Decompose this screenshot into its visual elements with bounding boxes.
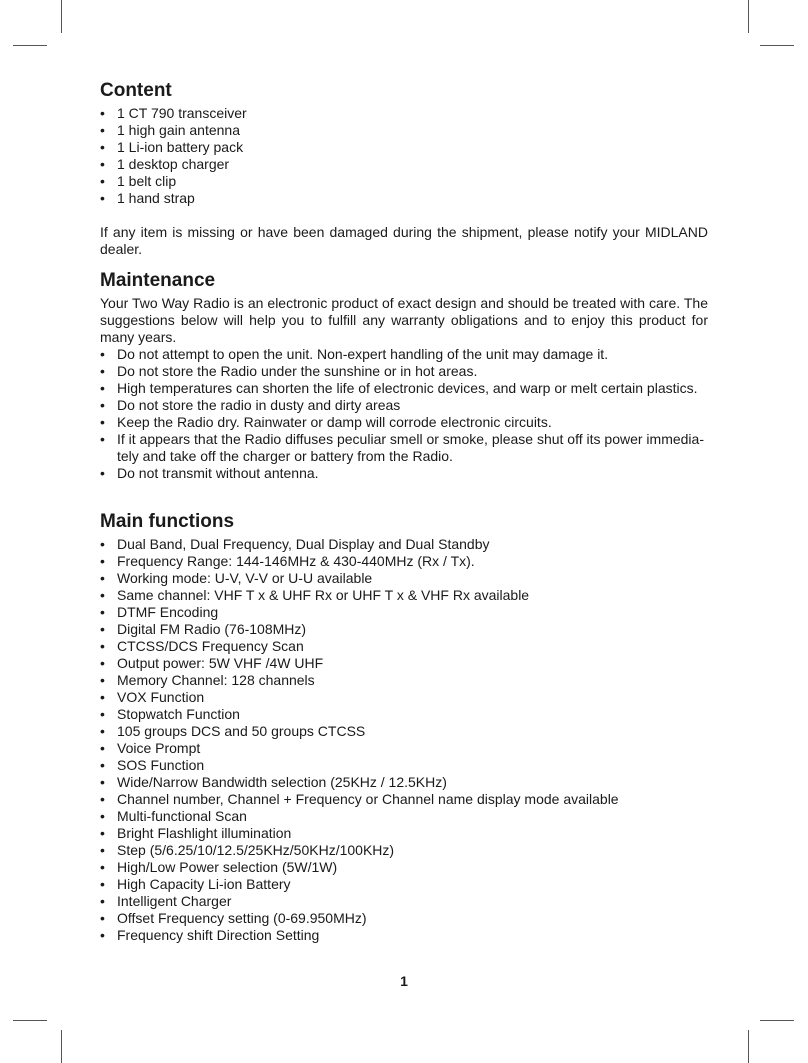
main-functions-list [100, 536, 708, 944]
list-item: • Do not store the radio in dusty and dirty areas [100, 397, 708, 414]
list-item: • Working mode: U-V, V-V or U-U available [100, 570, 708, 587]
crop-mark-bottom-right-horizontal [760, 1020, 794, 1021]
list-item: • Channel number, Channel + Frequency or Channel name display mode available [100, 791, 708, 808]
crop-mark-bottom-right-vertical [748, 1030, 749, 1063]
content-section [100, 79, 708, 258]
list-item: • 105 groups DCS and 50 groups CTCSS [100, 723, 708, 740]
crop-mark-bottom-left-vertical [61, 1030, 62, 1063]
list-item: • 1 hand strap [100, 190, 708, 207]
list-item: • Stopwatch Function [100, 706, 708, 723]
crop-mark-top-right-horizontal [760, 45, 794, 46]
list-item: • Voice Prompt [100, 740, 708, 757]
main-functions-heading: Main functions [100, 511, 235, 532]
content-note: If any item is missing or have been damaged during the shipment, please notify your MIDLAND dealer. [100, 224, 708, 257]
list-item: • If it appears that the Radio diffuses peculiar smell or smoke, please shut off its power immedia-tely and take off the charger or battery from the Radio. [100, 431, 708, 465]
list-item: • Output power: 5W VHF /4W UHF [100, 655, 708, 672]
crop-mark-top-left-vertical [61, 0, 62, 33]
maintenance-heading: Maintenance [100, 270, 216, 291]
list-item: • High/Low Power selection (5W/1W) [100, 859, 708, 876]
list-item: • Same channel: VHF T x & UHF Rx or UHF T x & VHF Rx available [100, 587, 708, 604]
content-heading: Content [100, 80, 172, 101]
list-item: • DTMF Encoding [100, 604, 708, 621]
list-item: • Do not attempt to open the unit. Non-expert handling of the unit may damage it. [100, 346, 708, 363]
list-item: • 1 desktop charger [100, 156, 708, 173]
list-item: • Wide/Narrow Bandwidth selection (25KHz / 12.5KHz) [100, 774, 708, 791]
content-list [100, 105, 708, 207]
list-item: • Digital FM Radio (76-108MHz) [100, 621, 708, 638]
list-item: • Do not store the Radio under the sunshine or in hot areas. [100, 363, 708, 380]
list-item: • SOS Function [100, 757, 708, 774]
list-item: • High temperatures can shorten the life of electronic devices, and warp or melt certain plastics. [100, 380, 708, 397]
list-item: • Step (5/6.25/10/12.5/25KHz/50KHz/100KHz) [100, 842, 708, 859]
crop-mark-top-left-horizontal [13, 45, 47, 46]
list-item: • Do not transmit without antenna. [100, 465, 708, 482]
list-item: • Frequency shift Direction Setting [100, 927, 708, 944]
crop-mark-bottom-left-horizontal [13, 1020, 47, 1021]
list-item: • Bright Flashlight illumination [100, 825, 708, 842]
list-item: • 1 belt clip [100, 173, 708, 190]
list-item: • Frequency Range: 144-146MHz & 430-440MHz (Rx / Tx). [100, 553, 708, 570]
page-number: 1 [400, 973, 408, 989]
list-item: • Intelligent Charger [100, 893, 708, 910]
list-item: • High Capacity Li-ion Battery [100, 876, 708, 893]
crop-mark-top-right-vertical [748, 0, 749, 33]
list-item: • 1 high gain antenna [100, 122, 708, 139]
maintenance-intro: Your Two Way Radio is an electronic product of exact design and should be treated with care. The suggestions below will help you to fulfill any warranty obligations and to enjoy this product for many years. [100, 295, 708, 345]
list-item: • Offset Frequency setting (0-69.950MHz) [100, 910, 708, 927]
maintenance-section [100, 269, 708, 482]
list-item: • Keep the Radio dry. Rainwater or damp will corrode electronic circuits. [100, 414, 708, 431]
list-item: • CTCSS/DCS Frequency Scan [100, 638, 708, 655]
list-item: • Memory Channel: 128 channels [100, 672, 708, 689]
document-page [100, 79, 708, 944]
list-item: • Dual Band, Dual Frequency, Dual Display and Dual Standby [100, 536, 708, 553]
list-item: • 1 CT 790 transceiver [100, 105, 708, 122]
list-item: • VOX Function [100, 689, 708, 706]
list-item: • Multi-functional Scan [100, 808, 708, 825]
main-functions-section [100, 510, 708, 944]
list-item: • 1 Li-ion battery pack [100, 139, 708, 156]
maintenance-list [100, 346, 708, 482]
